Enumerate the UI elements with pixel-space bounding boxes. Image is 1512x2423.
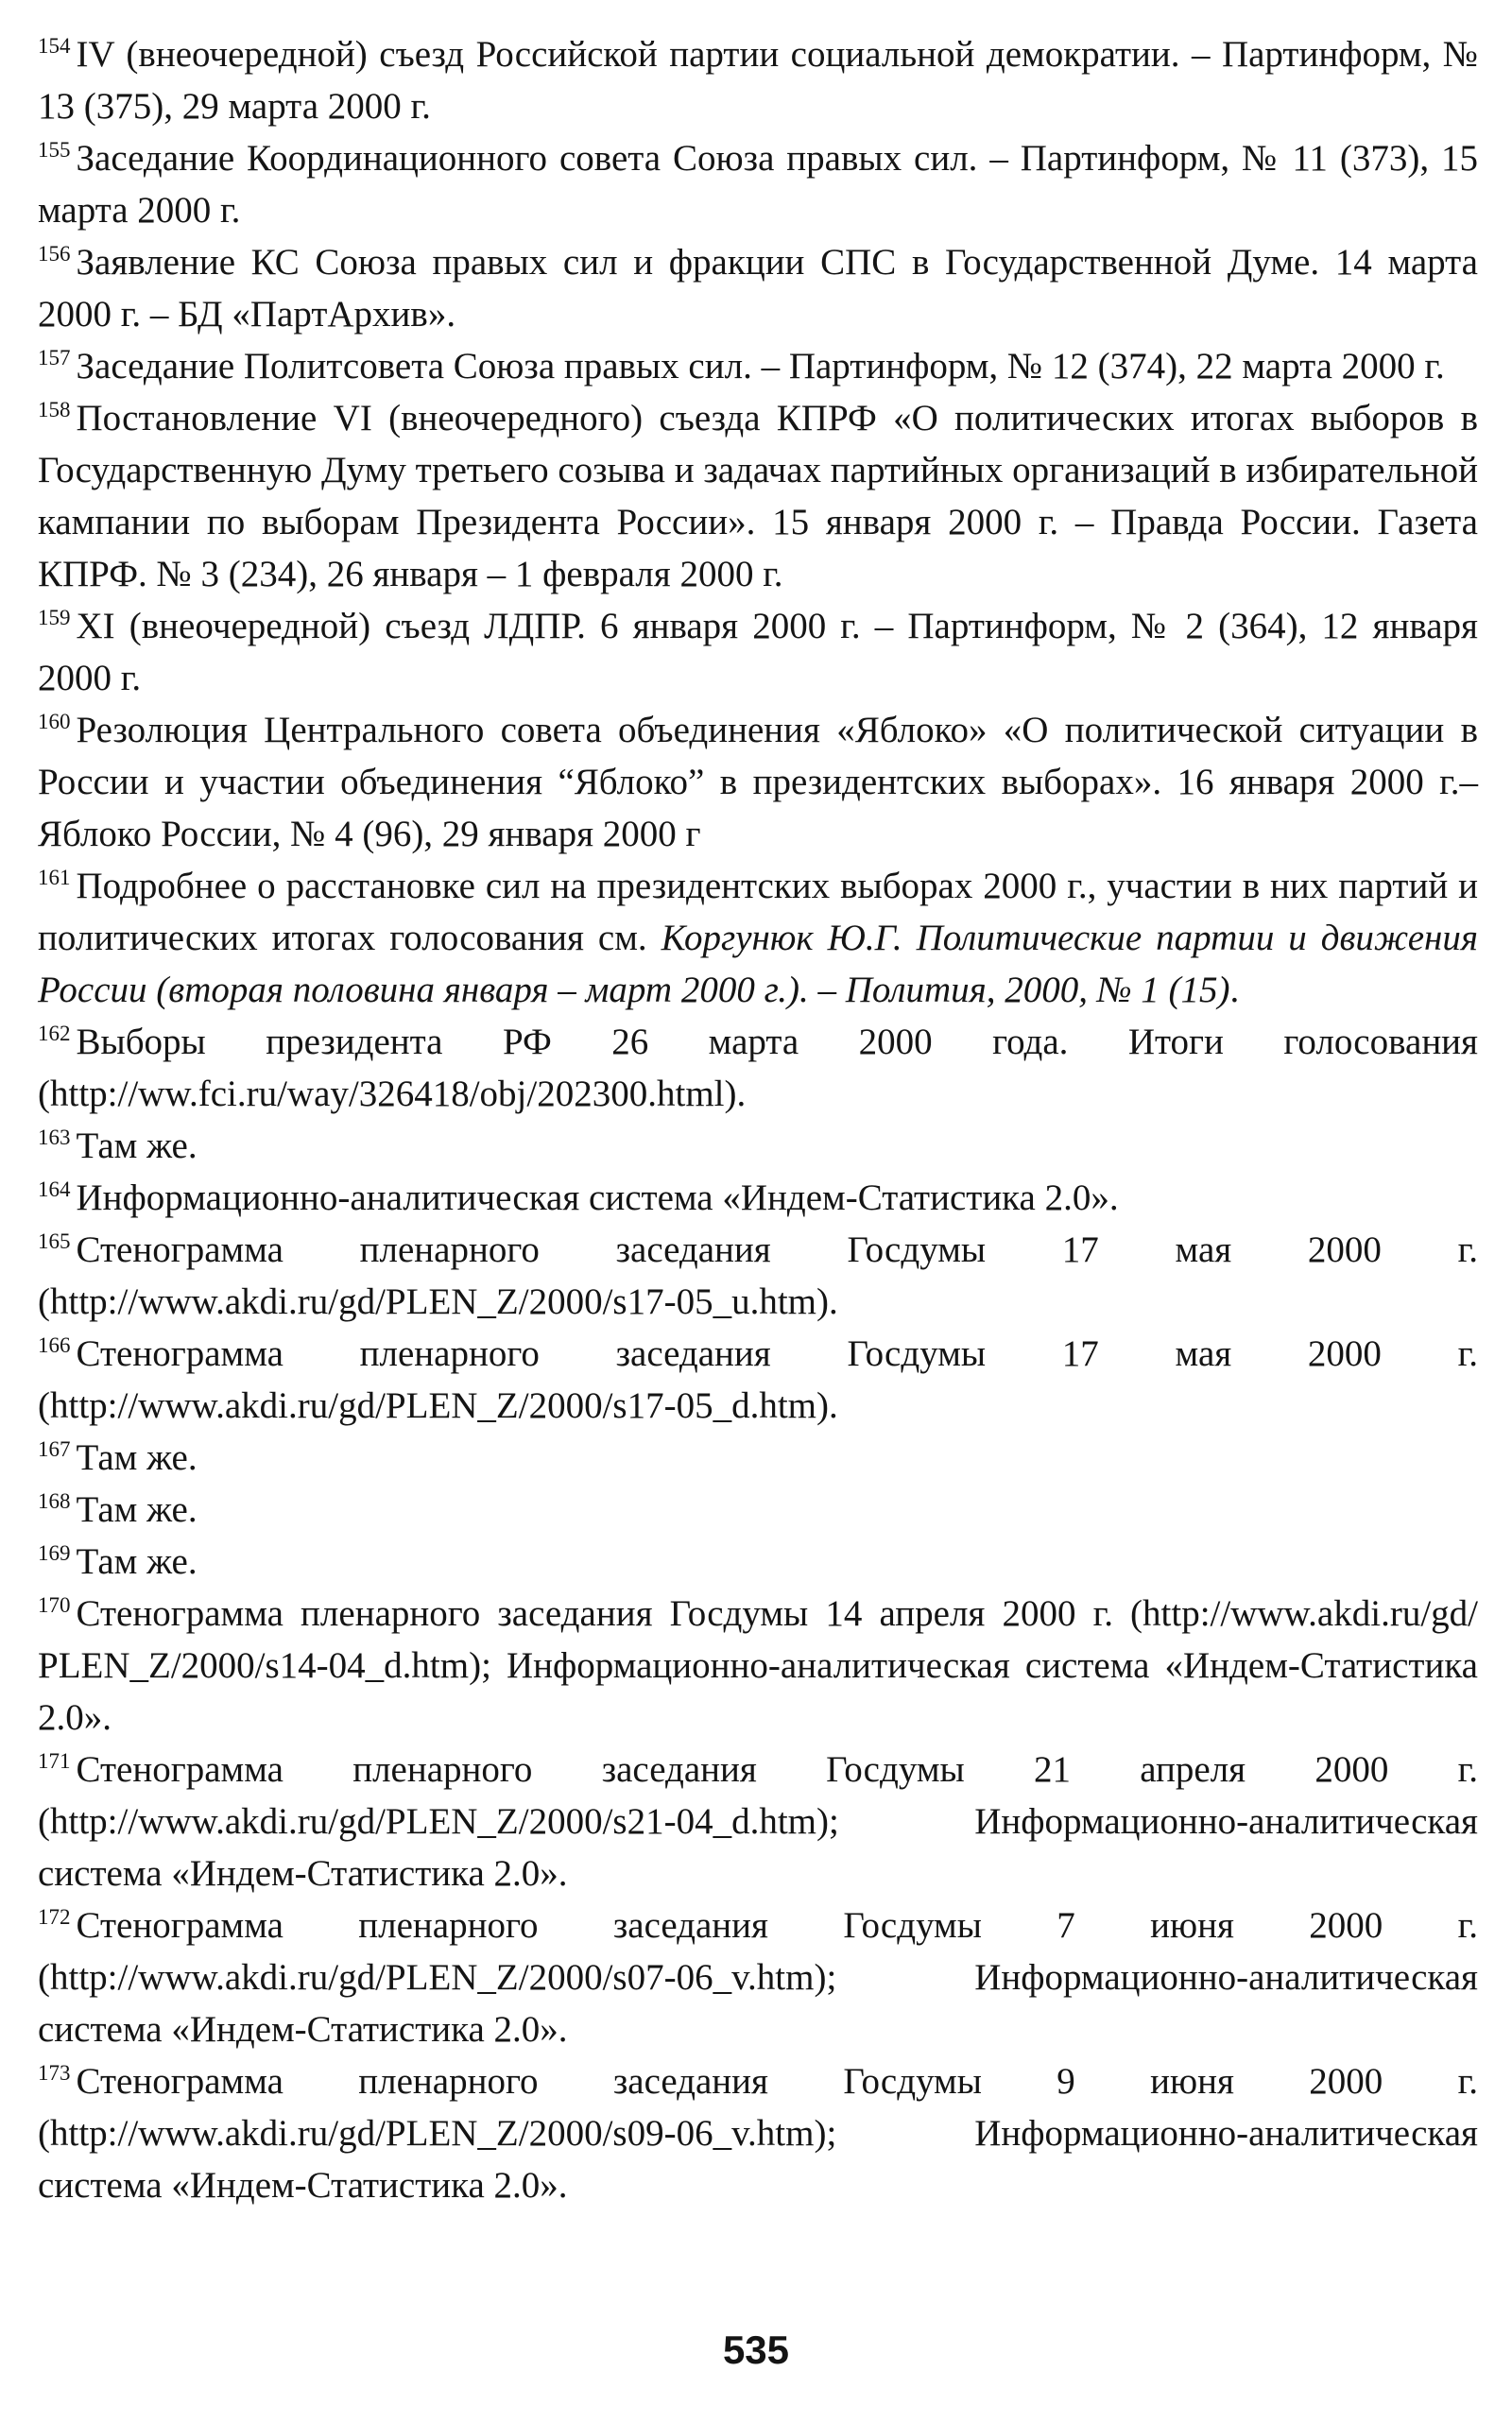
footnote-number: 167 (38, 1437, 71, 1461)
footnote-number: 170 (38, 1593, 71, 1617)
footnote-text: Резолюция Центрального совета объединения «Яблоко» «О политической ситуации в России и участии объединения “Яблоко” в президентских выборах». 16 января 2000 г.– Яблоко России, № 4 (96), 29 января 2000 г (38, 710, 1478, 854)
footnote-text: Информационно-аналитическая система «Индем-Статистика 2.0». (76, 1177, 1119, 1218)
footnote-163 (38, 1120, 1478, 1172)
footnote-number: 164 (38, 1177, 71, 1201)
footnote-156 (38, 236, 1478, 340)
footnote-number: 155 (38, 138, 71, 162)
footnote-text: XI (внеочередной) съезд ЛДПР. 6 января 2000 г. – Партинформ, № 2 (364), 12 января 2000 г. (38, 606, 1478, 698)
footnote-169 (38, 1536, 1478, 1588)
footnote-168 (38, 1484, 1478, 1536)
footnote-text: Стенограмма пленарного заседания Госдумы 17 мая 2000 г. (http://www.akdi.ru/gd/PLEN_Z/2000/s17-05_u.htm). (38, 1229, 1478, 1322)
footnote-number: 163 (38, 1126, 71, 1149)
footnote-162 (38, 1016, 1478, 1120)
footnote-number: 168 (38, 1489, 71, 1513)
footnote-number: 158 (38, 398, 71, 421)
footnote-text: Стенограмма пленарного заседания Госдумы 9 июня 2000 г. (http://www.akdi.ru/gd/PLEN_Z/2000/s09-06_v.htm); Информационно-аналитическая система «Индем-Статистика 2.0». (38, 2061, 1478, 2206)
footnote-text: Там же. (76, 1126, 198, 1166)
footnote-number: 157 (38, 346, 71, 369)
footnote-text: Там же. (76, 1437, 198, 1478)
footnote-number: 166 (38, 1333, 71, 1357)
footnote-text: Заседание Политсовета Союза правых сил. – Партинформ, № 12 (374), 22 марта 2000 г. (76, 346, 1445, 387)
footnote-text: IV (внеочередной) съезд Российской партии социальной демократии. – Партинформ, № 13 (375), 29 марта 2000 г. (38, 34, 1478, 127)
footnote-number: 154 (38, 34, 71, 58)
footnote-164 (38, 1172, 1478, 1224)
footnote-173 (38, 2055, 1478, 2211)
footnote-number: 169 (38, 1541, 71, 1565)
footnote-number: 162 (38, 1022, 71, 1045)
footnote-171 (38, 1744, 1478, 1899)
footnote-172 (38, 1899, 1478, 2055)
footnote-text: Стенограмма пленарного заседания Госдумы 14 апреля 2000 г. (http://www.akdi.ru/gd/ PLEN_Z/2000/s14-04_d.htm); Информационно-аналитическая система «Индем-Статистика 2.0». (38, 1593, 1478, 1738)
footnote-number: 172 (38, 1905, 71, 1929)
footnotes-list (38, 28, 1478, 2211)
footnote-165 (38, 1224, 1478, 1328)
footnote-citation-italic: Коргунюк Ю.Г. Политические партии и движения России (вторая половина января – март 2000 г.). – Полития, 2000, № 1 (15) (38, 918, 1478, 1010)
footnote-170 (38, 1588, 1478, 1744)
footnote-text: Заявление КС Союза правых сил и фракции СПС в Государственной Думе. 14 марта 2000 г. – БД «ПартАрхив». (38, 242, 1478, 335)
footnote-text: Там же. (76, 1541, 198, 1582)
footnote-158 (38, 392, 1478, 600)
footnote-159 (38, 600, 1478, 704)
footnote-number: 156 (38, 242, 71, 266)
footnote-167 (38, 1432, 1478, 1484)
footnote-text: Там же. (76, 1489, 198, 1530)
page-number: 535 (722, 2328, 790, 2372)
footnote-text: Подробнее о расстановке сил на президентских выборах 2000 г., участии в них партий и политических итогах голосования см. (38, 866, 1478, 958)
footnote-number: 165 (38, 1229, 71, 1253)
footnote-160 (38, 704, 1478, 860)
footnote-text: Стенограмма пленарного заседания Госдумы 21 апреля 2000 г. (http://www.akdi.ru/gd/PLEN_Z/2000/s21-04_d.htm); Информационно-аналитическая система «Индем-Статистика 2.0». (38, 1749, 1478, 1894)
footnote-157 (38, 340, 1478, 392)
footnote-number: 160 (38, 710, 71, 733)
footnote-number: 173 (38, 2061, 71, 2085)
footnote-number: 159 (38, 606, 71, 629)
footnote-text: Заседание Координационного совета Союза правых сил. – Партинформ, № 11 (373), 15 марта 2000 г. (38, 138, 1478, 231)
footnote-number: 161 (38, 866, 71, 889)
footnote-text: Выборы президента РФ 26 марта 2000 года. Итоги голосования (http://ww.fci.ru/way/326418/obj/202300.html). (38, 1022, 1478, 1114)
footnote-166 (38, 1328, 1478, 1432)
footnote-number: 171 (38, 1749, 71, 1773)
footnote-161 (38, 860, 1478, 1016)
footnote-154 (38, 28, 1478, 132)
footnote-text: Стенограмма пленарного заседания Госдумы 7 июня 2000 г. (http://www.akdi.ru/gd/PLEN_Z/2000/s07-06_v.htm); Информационно-аналитическая система «Индем-Статистика 2.0». (38, 1905, 1478, 2050)
footnote-155 (38, 132, 1478, 236)
footnote-text: Стенограмма пленарного заседания Госдумы 17 мая 2000 г. (http://www.akdi.ru/gd/PLEN_Z/2000/s17-05_d.htm). (38, 1333, 1478, 1426)
footnote-text: Постановление VI (внеочередного) съезда КПРФ «О политических итогах выборов в Государственную Думу третьего созыва и задачах партийных организаций в избирательной кампании по выборам Президента России». 15 января 2000 г. – Правда России. Газета КПРФ. № 3 (234), 26 января – 1 февраля 2000 г. (38, 398, 1479, 594)
footnote-text-tail: . (1229, 970, 1240, 1010)
